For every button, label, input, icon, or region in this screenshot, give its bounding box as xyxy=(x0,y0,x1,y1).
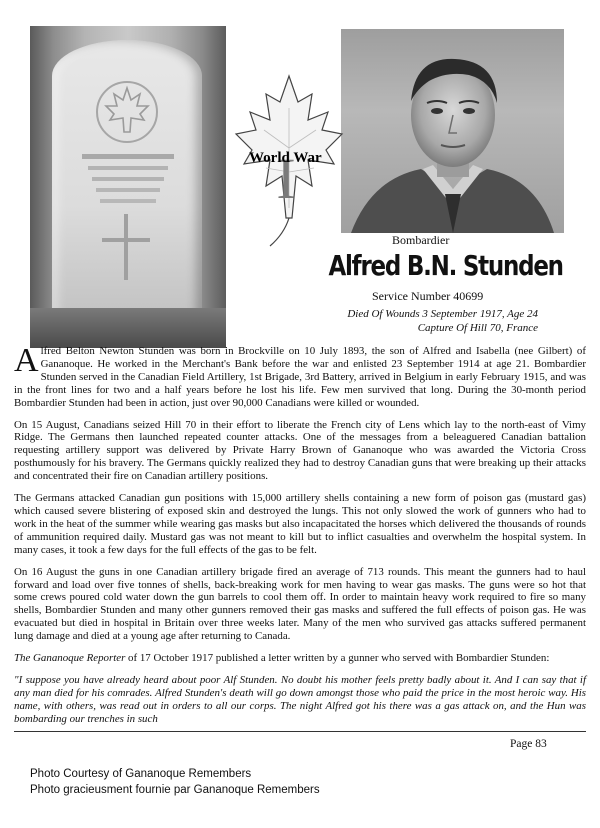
service-number: Service Number 40699 xyxy=(372,289,484,303)
letter-quote: "I suppose you have already heard about poor Alf Stunden. No doubt his mother feels pretty badly about it. And I can say that if any man died for his comrades. Alfred Stunden's death will go down amongst those who paid the price in the most heroic way. His name, with others, was read out in orders to all our corps. The night Alfred got his there was a gas attack on, and the Hun was bombarding our trenches in such xyxy=(14,673,586,725)
headstone-photo xyxy=(30,26,226,348)
paragraph-5-text: of 17 October 1917 published a letter written by a gunner who served with Bombardier Stunden: xyxy=(125,652,550,665)
soldier-portrait xyxy=(341,29,564,233)
portrait-photo xyxy=(341,29,564,233)
photo-credit-english: Photo Courtesy of Gananoque Remembers xyxy=(30,768,252,780)
paragraph-1 xyxy=(14,342,586,410)
headstone-engraving xyxy=(30,26,226,348)
footer-divider xyxy=(14,731,586,732)
rank-label: Bombardier xyxy=(392,233,450,247)
paragraph-5 xyxy=(14,652,586,665)
paragraph-2: On 15 August, Canadians seized Hill 70 in their effort to liberate the French city of Lens which lay to the north-east of Vimy Ridge. The Germans then launched repeated counter attacks. One of the messages from a beleaguered Canadian battalion requesting artillery support was delivered by Private Harry Brown of Gananoque who was awarded the Victoria Cross posthumously for his bravery. The Germans quickly realized they had to destroy Canadian guns that were breaking up their attacks and concentrated their fire on Canadian artillery positions. xyxy=(14,418,586,483)
soldier-name: Alfred B.N. Stunden xyxy=(328,249,563,282)
grass-ground xyxy=(30,308,226,348)
world-war-label: World War xyxy=(249,150,322,166)
roman-numeral: I xyxy=(276,146,296,211)
paragraph-3: The Germans attacked Canadian gun positions with 15,000 artillery shells containing a new form of poison gas (mustard gas) which caused severe blistering of exposed skin and destroyed the lungs. This not only slowed the work of gunners who had to work in the heat of the summer while wearing gas masks but also incapacitated the horses which delivered the thousands of rounds of ammunition required daily. Mustard gas was not meant to kill but to inflict casualties and overwhelm the hospital system. In many cases, it took a few days for the full effects of the gas to be felt. xyxy=(14,492,586,556)
newspaper-title: The Gananoque Reporter xyxy=(14,652,126,665)
photo-credit-french: Photo gracieusment fournie par Gananoque Remembers xyxy=(30,784,320,796)
death-detail: Died Of Wounds 3 September 1917, Age 24 xyxy=(347,308,538,320)
paragraph-1-text: lfred Belton Newton Stunden was born in Brockville on 10 July 1893, the son of Alfred and Isabella (nee Gilbert) of Gananoque. He worked in the Merchant's Bank before the war and enlisted 23 September 1914 at age 21. Bombardier Stunden served in the Canadian Field Artillery, 1st Brigade, 3rd Battery, arrived in Belgium in early February 1915, and was in the front lines for two and a half years before he lost his life. Few men survived that long. During the 30-month period Bombardier Stunden had been in action, just over 90,000 Canadians were killed or wounded. xyxy=(14,345,586,409)
capture-detail: Capture Of Hill 70, France xyxy=(417,322,538,334)
paragraph-4: On 16 August the guns in one Canadian artillery brigade fired an average of 713 rounds. This meant the gunners had to haul forward and load over five tonnes of shells, back-breaking work for men having to wear gas masks. The guns were so hot that some crews poured cold water down the gun barrels to cool them off. In order to maintain heavy work required to fire so many shells, Bombardier Stunden and many other gunners removed their gas masks and suffered the full effects of poison gas. He was evacuated but died in hospital in Britain over three weeks later. Many of the men who survived gas attacks suffered permanent lung damage and died at a young age after returning to Canada. xyxy=(14,565,586,643)
biography-text xyxy=(14,342,586,735)
drop-cap: A xyxy=(14,342,39,379)
page-number: Page 83 xyxy=(510,738,547,750)
